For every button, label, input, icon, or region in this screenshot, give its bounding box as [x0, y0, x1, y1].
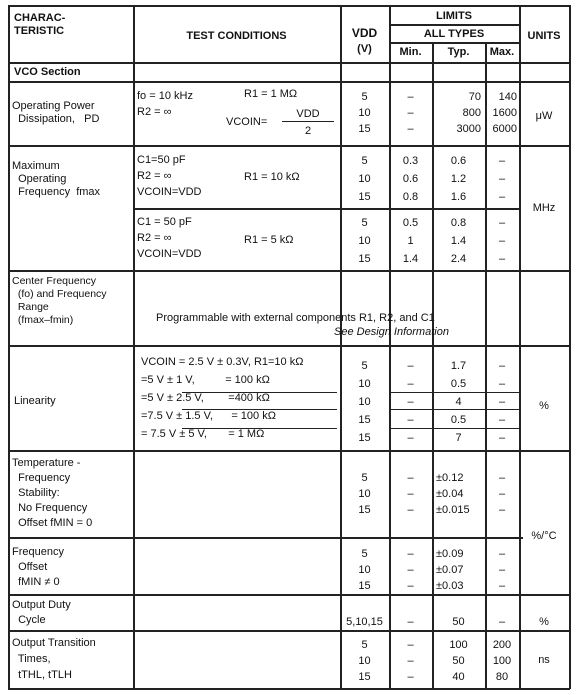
table-border-top: [8, 5, 570, 7]
duty-vdd: 5,10,15: [346, 616, 383, 628]
opd-max: 140 1600 6000: [492, 91, 517, 135]
trans-vdd: 5 10 15: [358, 639, 371, 683]
temp-min: – – –: [407, 472, 414, 516]
duty-typ: 50: [452, 616, 465, 628]
temp-label: Temperature - Frequency Stability: No Frequency Offset fMIN = 0: [12, 457, 93, 529]
limits-divider: [389, 24, 519, 26]
temp-unit: %/°C: [531, 530, 557, 542]
header-limits: LIMITS: [435, 10, 473, 22]
freq-typ: ±0.09 ±0.07 ±0.03: [436, 548, 464, 592]
subrow-divider: [133, 208, 519, 210]
trans-unit: ns: [538, 654, 550, 666]
mof-a-max: – – –: [498, 155, 506, 203]
freq-vdd: 5 10 15: [358, 548, 371, 592]
opd-typ: 70 800 3000: [456, 91, 481, 135]
mof-unit: MHz: [532, 202, 556, 214]
mof-a-min: 0.3 0.6 0.8: [402, 155, 419, 203]
mof-b-max: – – –: [498, 217, 506, 265]
duty-unit: %: [539, 616, 549, 628]
duty-max: –: [498, 616, 506, 628]
mof-b-min: 0.5 1 1.4: [402, 217, 419, 265]
opd-cond2: R1 = 1 MΩ: [244, 88, 298, 100]
opd-unit: μW: [535, 110, 553, 122]
section-title: VCO Section: [14, 66, 81, 78]
mof-a-vdd: 5 10 15: [358, 155, 371, 203]
cf-label: Center Frequency (fo) and Frequency Range (fmax–fmin): [12, 275, 107, 326]
mof-b-typ: 0.8 1.4 2.4: [450, 217, 467, 265]
header-vdd-unit: (V): [357, 43, 372, 55]
row-divider: [8, 537, 523, 539]
header-test-conditions: TEST CONDITIONS: [186, 30, 287, 42]
trans-label: Output Transition Times, tTHL, tTLH: [12, 637, 96, 681]
mof-a-cond2: R1 = 10 kΩ: [244, 171, 300, 183]
opd-label: Operating Power Dissipation, PD: [12, 100, 100, 125]
trans-max: 200 100 80: [492, 639, 512, 683]
header-min: Min.: [399, 46, 422, 58]
lin-max: – – – – –: [498, 360, 506, 444]
col-divider: [519, 5, 521, 689]
opd-vcoin: VCOIN=: [226, 116, 268, 128]
freq-max: – – –: [498, 548, 506, 592]
opd-vdd: 5 10 15: [358, 91, 371, 135]
header-units: UNITS: [527, 30, 561, 42]
lin-vdd: 5 10 10 15 15: [358, 360, 371, 444]
freq-min: – – –: [407, 548, 414, 592]
header-vdd: VDD: [351, 26, 378, 40]
mof-a-typ: 0.6 1.2 1.6: [450, 155, 467, 203]
opd-min: – – –: [407, 91, 414, 135]
table-border-left: [8, 5, 10, 689]
lin-min: – – – – –: [407, 360, 414, 444]
cf-text1: Programmable with external components R1, R2, and C1: [156, 312, 435, 324]
col-divider: [133, 5, 135, 689]
mof-b-cond2: R1 = 5 kΩ: [244, 234, 294, 246]
header-max: Max.: [489, 46, 515, 58]
lin-conds: VCOIN = 2.5 V ± 0.3V, R1=10 kΩ =5 V ± 1 V, = 100 kΩ =5 V ± 2.5 V, =400 kΩ =7.5 V ± 1.5 V, = 100 kΩ = 7.5 V ± 5 V, = 1 MΩ: [141, 356, 304, 440]
trans-min: – – –: [407, 639, 414, 683]
temp-max: – – –: [498, 472, 506, 516]
duty-min: –: [407, 616, 414, 628]
header-characteristic: CHARAC- TERISTIC: [14, 12, 66, 37]
header-typ: Typ.: [447, 46, 470, 58]
opd-frac-num: VDD: [282, 108, 334, 122]
temp-typ: ±0.12 ±0.04 ±0.015: [436, 472, 470, 516]
lin-typ: 1.7 0.5 4 0.5 7: [450, 360, 467, 444]
opd-cond1: fo = 10 kHz R2 = ∞: [137, 90, 193, 118]
header-all-types: ALL TYPES: [423, 28, 485, 40]
mof-b-cond1: C1 = 50 pF R2 = ∞ VCOIN=VDD: [137, 216, 202, 260]
table-border-right: [569, 5, 571, 689]
lin-unit: %: [539, 400, 549, 412]
lin-label: Linearity: [14, 395, 56, 407]
mof-label: Maximum Operating Frequency fmax: [12, 160, 101, 198]
duty-label: Output Duty Cycle: [12, 599, 71, 626]
mof-b-vdd: 5 10 15: [358, 217, 371, 265]
freq-label: Frequency Offset fMIN ≠ 0: [12, 546, 64, 588]
opd-frac-den: 2: [304, 125, 312, 137]
all-types-divider: [389, 42, 519, 44]
temp-vdd: 5 10 15: [358, 472, 371, 516]
mof-a-cond1: C1=50 pF R2 = ∞ VCOIN=VDD: [137, 154, 202, 198]
trans-typ: 100 50 40: [449, 639, 468, 683]
cf-text2: See Design Information: [334, 326, 449, 338]
